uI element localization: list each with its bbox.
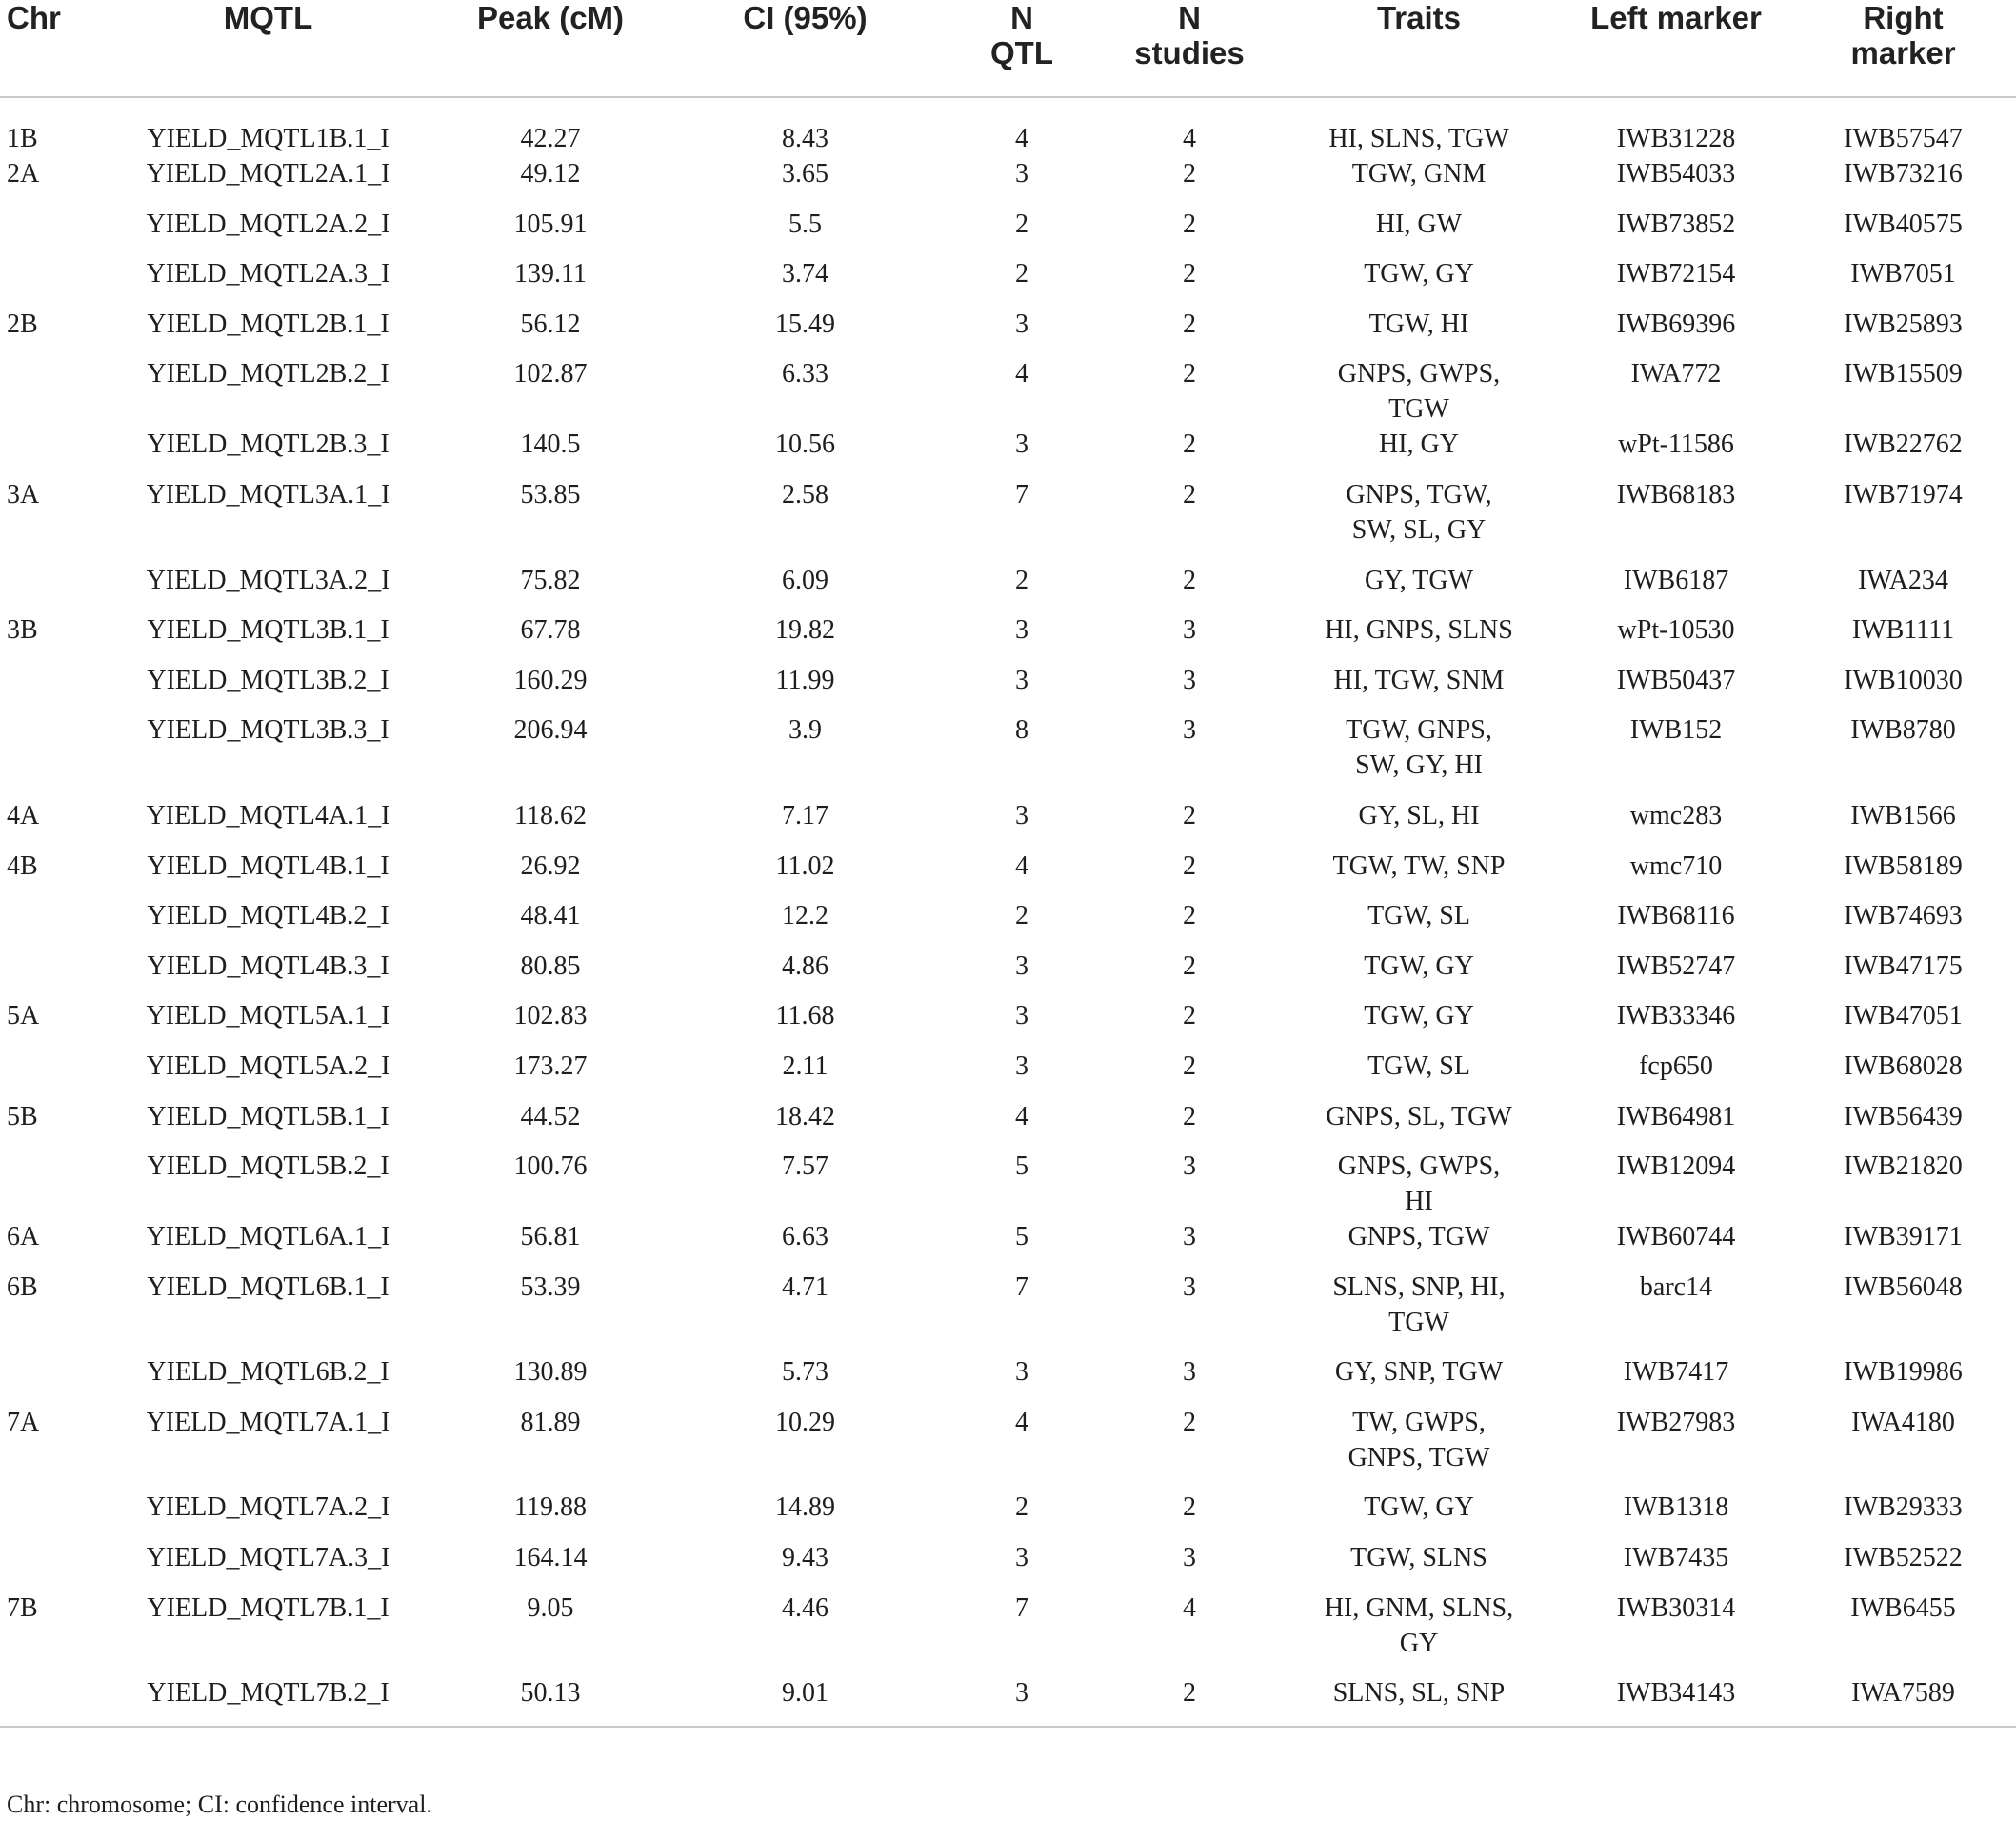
cell-ci: 4.46 [782, 1592, 828, 1623]
cell-right-marker: IWB39171 [1844, 1222, 1963, 1252]
cell-n-studies: 3 [1183, 1222, 1196, 1252]
cell-n-qtl: 2 [1015, 901, 1028, 931]
cell-n-qtl: 3 [1015, 800, 1028, 830]
cell-ci: 6.09 [782, 565, 828, 595]
cell-left-marker: wmc283 [1629, 800, 1723, 830]
cell-left-marker: IWB34143 [1562, 1675, 1790, 1727]
cell-ci: 15.49 [775, 309, 835, 339]
header-ci: CI (95%) [669, 0, 941, 97]
cell-mqtl: YIELD_MQTL6A.1_I [146, 1222, 390, 1252]
cell-mqtl: YIELD_MQTL7A.3_I [146, 1543, 390, 1573]
cell-n-studies: 2 [1183, 1492, 1196, 1523]
cell-chr: 4A [7, 800, 40, 830]
cell-right-marker: IWB21820 [1844, 1151, 1963, 1182]
cell-right-marker: IWB1111 [1851, 615, 1955, 646]
cell-left-marker: IWB69396 [1616, 309, 1736, 339]
cell-traits: TGW, GNPS, SW, GY, HI [1346, 715, 1492, 781]
cell-ci: 10.29 [775, 1407, 835, 1437]
cell-left-marker: wPt-10530 [1617, 615, 1735, 646]
table-row [0, 477, 2016, 563]
cell-mqtl: YIELD_MQTL4A.1_I [146, 800, 390, 830]
cell-left-marker: IWB152 [1629, 715, 1723, 746]
cell-peak: 130.89 [513, 1357, 588, 1388]
cell-right-marker: IWB68028 [1844, 1051, 1963, 1081]
cell-right-marker: IWB73216 [1844, 159, 1963, 189]
cell-n-qtl: 2 [1015, 209, 1028, 239]
cell-left-marker: IWB31228 [1616, 124, 1736, 153]
cell-ci: 14.89 [775, 1492, 835, 1523]
cell-n-qtl: 3 [1015, 1543, 1028, 1573]
cell-n-qtl: 4 [1015, 1101, 1028, 1131]
cell-mqtl: YIELD_MQTL7A.1_I [146, 1407, 390, 1437]
cell-n-studies: 4 [1183, 1592, 1196, 1623]
cell-left-marker: IWB33346 [1616, 1001, 1736, 1031]
cell-traits: SLNS, SL, SNP [1276, 1675, 1562, 1727]
cell-left-marker: wmc710 [1629, 850, 1723, 881]
cell-right-marker: IWB6455 [1850, 1592, 1956, 1623]
cell-left-marker: barc14 [1639, 1271, 1713, 1302]
cell-mqtl: YIELD_MQTL5B.2_I [147, 1151, 389, 1182]
table-row [0, 1354, 2016, 1405]
cell-n-studies: 2 [1183, 1001, 1196, 1031]
table-body [0, 97, 2016, 1727]
cell-left-marker: IWB72154 [1616, 259, 1736, 290]
cell-n-qtl: 3 [1015, 159, 1028, 189]
cell-traits: GY, SL, HI [1358, 800, 1480, 830]
table-row [0, 949, 2016, 999]
cell-chr [0, 1675, 105, 1727]
cell-mqtl: YIELD_MQTL6B.2_I [147, 1357, 389, 1388]
cell-ci: 2.11 [782, 1051, 828, 1081]
header-n-qtl [941, 0, 1103, 97]
cell-traits: TGW, HI [1368, 309, 1469, 339]
cell-mqtl: YIELD_MQTL4B.2_I [147, 901, 389, 931]
cell-traits: TGW, SLNS [1350, 1543, 1487, 1573]
cell-peak: 118.62 [514, 800, 587, 830]
cell-left-marker: IWB27983 [1616, 1407, 1736, 1437]
cell-chr: 3B [7, 615, 38, 646]
table-row [0, 998, 2016, 1049]
cell-left-marker: IWB50437 [1616, 665, 1736, 695]
cell-n-studies: 2 [1183, 430, 1196, 460]
cell-right-marker: IWA4180 [1851, 1407, 1955, 1437]
cell-mqtl: YIELD_MQTL2B.1_I [147, 309, 389, 339]
cell-chr: 1B [7, 124, 38, 153]
cell-left-marker: IWB68116 [1617, 901, 1735, 931]
cell-right-marker: IWB71974 [1844, 479, 1963, 510]
cell-mqtl: YIELD_MQTL2A.1_I [146, 159, 390, 189]
cell-n-studies: 2 [1183, 209, 1196, 239]
cell-chr: 3A [7, 479, 40, 510]
cell-n-studies: 2 [1183, 309, 1196, 339]
table-row [0, 898, 2016, 949]
cell-chr [0, 949, 105, 999]
table-row [0, 256, 2016, 307]
cell-chr: 7B [7, 1592, 38, 1623]
cell-peak: 100.76 [513, 1151, 588, 1182]
table-row [0, 97, 2016, 156]
table-row [0, 563, 2016, 613]
cell-mqtl: YIELD_MQTL2B.3_I [147, 430, 389, 460]
cell-peak: 140.5 [520, 430, 581, 460]
table-row [0, 712, 2016, 798]
cell-right-marker: IWB58189 [1844, 850, 1963, 881]
cell-n-qtl: 8 [1015, 715, 1028, 746]
cell-mqtl: YIELD_MQTL3B.2_I [147, 665, 389, 695]
cell-ci: 5.5 [788, 209, 822, 239]
table-row [0, 1490, 2016, 1540]
table-row [0, 307, 2016, 357]
cell-n-qtl: 3 [1015, 665, 1028, 695]
cell-peak: 105.91 [513, 209, 588, 239]
cell-left-marker: IWB68183 [1616, 479, 1736, 510]
cell-right-marker: IWA7589 [1790, 1675, 2016, 1727]
cell-ci: 3.74 [782, 259, 828, 290]
cell-peak: 139.11 [514, 259, 587, 290]
cell-right-marker: IWA234 [1858, 565, 1948, 595]
cell-left-marker: IWB60744 [1616, 1222, 1736, 1252]
cell-mqtl: YIELD_MQTL4B.1_I [147, 850, 389, 881]
cell-right-marker: IWB25893 [1844, 309, 1963, 339]
cell-n-qtl: 4 [1015, 850, 1028, 881]
cell-n-studies: 2 [1183, 1407, 1196, 1437]
cell-left-marker: fcp650 [1639, 1051, 1713, 1081]
cell-ci: 8.43 [782, 124, 828, 153]
cell-ci: 4.86 [782, 951, 828, 981]
cell-right-marker: IWB22762 [1844, 430, 1963, 460]
cell-peak: 160.29 [513, 665, 588, 695]
cell-left-marker: IWB7417 [1623, 1357, 1729, 1388]
cell-mqtl: YIELD_MQTL7A.2_I [146, 1492, 390, 1523]
cell-chr [0, 1049, 105, 1099]
cell-mqtl: YIELD_MQTL4B.3_I [147, 951, 389, 981]
cell-right-marker: IWB56048 [1844, 1271, 1963, 1302]
cell-right-marker: IWB74693 [1844, 901, 1963, 931]
cell-ci: 19.82 [775, 615, 835, 646]
cell-right-marker: IWB19986 [1844, 1357, 1963, 1388]
cell-traits: TGW, GNM [1351, 159, 1487, 189]
cell-ci: 2.58 [782, 479, 828, 510]
header-peak: Peak (cM) [431, 0, 669, 97]
table-row [0, 1675, 2016, 1727]
cell-chr: 2B [7, 309, 38, 339]
cell-n-studies: 3 [1183, 715, 1196, 746]
header-left-marker: Left marker [1562, 0, 1790, 97]
cell-n-qtl: 4 [1015, 1407, 1028, 1437]
cell-traits: HI, GW [1375, 209, 1463, 239]
cell-n-studies: 3 [1183, 1357, 1196, 1388]
cell-traits: HI, GNM, SLNS, GY [1324, 1592, 1514, 1658]
cell-n-studies: 3 [1183, 665, 1196, 695]
cell-n-qtl: 3 [941, 1675, 1103, 1727]
cell-ci: 12.2 [782, 901, 828, 931]
cell-peak: 164.14 [513, 1543, 588, 1573]
cell-n-studies: 2 [1183, 901, 1196, 931]
cell-left-marker: IWB6187 [1623, 565, 1729, 595]
cell-traits: GNPS, GWPS, HI [1337, 1151, 1501, 1217]
cell-chr [0, 356, 105, 427]
cell-n-qtl: 7 [1015, 479, 1028, 510]
cell-right-marker: IWB7051 [1850, 259, 1956, 290]
cell-ci: 10.56 [775, 430, 835, 460]
cell-chr: 2A [7, 159, 40, 189]
cell-chr: 6A [7, 1222, 40, 1252]
cell-n-studies: 2 [1183, 259, 1196, 290]
cell-right-marker: IWB15509 [1844, 359, 1963, 390]
cell-chr: 5A [7, 1001, 40, 1031]
cell-peak: 53.85 [520, 479, 581, 510]
cell-chr: 7A [7, 1407, 40, 1437]
cell-peak: 81.89 [520, 1407, 581, 1437]
cell-right-marker: IWB1566 [1850, 800, 1956, 830]
cell-peak: 67.78 [520, 615, 581, 646]
cell-mqtl: YIELD_MQTL3A.2_I [146, 565, 390, 595]
cell-left-marker: IWB7435 [1623, 1543, 1729, 1573]
cell-n-qtl: 3 [1015, 1051, 1028, 1081]
cell-mqtl: YIELD_MQTL2B.2_I [147, 359, 389, 390]
cell-chr [0, 898, 105, 949]
cell-traits: HI, SLNS, TGW [1328, 124, 1509, 153]
cell-traits: TGW, GY [1364, 951, 1474, 981]
cell-n-qtl: 7 [1015, 1592, 1028, 1623]
cell-traits: TGW, GY [1364, 1492, 1474, 1523]
cell-mqtl: YIELD_MQTL2A.3_I [146, 259, 390, 290]
cell-traits: TGW, GY [1364, 1001, 1474, 1031]
table-row [0, 1405, 2016, 1491]
cell-chr [0, 663, 105, 713]
cell-left-marker: IWB1318 [1623, 1492, 1729, 1523]
cell-ci: 7.57 [782, 1151, 828, 1182]
cell-left-marker: IWB54033 [1616, 159, 1736, 189]
cell-n-qtl: 4 [1015, 124, 1028, 153]
cell-n-qtl: 2 [1015, 565, 1028, 595]
cell-chr [0, 712, 105, 798]
cell-ci: 9.43 [782, 1543, 828, 1573]
cell-left-marker: IWB30314 [1616, 1592, 1736, 1623]
cell-traits: TGW, SL [1367, 901, 1470, 931]
cell-peak: 9.05 [527, 1592, 574, 1623]
cell-traits: TGW, GY [1364, 259, 1474, 290]
cell-n-qtl: 7 [1015, 1271, 1028, 1302]
cell-traits: GNPS, SL, TGW [1326, 1101, 1512, 1131]
cell-right-marker: IWB47051 [1844, 1001, 1963, 1031]
cell-n-studies: 2 [1183, 1051, 1196, 1081]
cell-traits: TGW, TW, SNP [1332, 850, 1506, 881]
table-row [0, 849, 2016, 899]
cell-n-qtl: 3 [1015, 309, 1028, 339]
cell-chr [0, 1490, 105, 1540]
cell-right-marker: IWB40575 [1844, 209, 1963, 239]
header-right-marker [1790, 0, 2016, 97]
cell-mqtl: YIELD_MQTL5A.2_I [146, 1051, 390, 1081]
cell-right-marker: IWB10030 [1844, 665, 1963, 695]
cell-mqtl: YIELD_MQTL2A.2_I [146, 209, 390, 239]
header-right-marker-text: Right marker [1850, 0, 1956, 70]
cell-n-studies: 3 [1183, 1543, 1196, 1573]
cell-n-qtl: 2 [1015, 259, 1028, 290]
cell-right-marker: IWB8780 [1850, 715, 1956, 746]
cell-peak: 56.12 [520, 309, 581, 339]
cell-traits: TW, GWPS, GNPS, TGW [1347, 1407, 1490, 1472]
table-row [0, 1591, 2016, 1676]
cell-ci: 5.73 [782, 1357, 828, 1388]
cell-peak: 44.52 [520, 1101, 581, 1131]
cell-traits: HI, TGW, SNM [1333, 665, 1505, 695]
table-row [0, 663, 2016, 713]
cell-mqtl: YIELD_MQTL5A.1_I [146, 1001, 390, 1031]
cell-n-qtl: 4 [1015, 359, 1028, 390]
cell-n-qtl: 2 [1015, 1492, 1028, 1523]
cell-n-studies: 4 [1183, 124, 1196, 153]
cell-peak: 26.92 [520, 850, 581, 881]
cell-traits: GNPS, GWPS, TGW [1337, 359, 1501, 425]
table-footnote: Chr: chromosome; CI: confidence interval. [7, 1791, 432, 1818]
cell-ci: 9.01 [669, 1675, 941, 1727]
table-row [0, 207, 2016, 257]
cell-chr [0, 256, 105, 307]
header-traits: Traits [1276, 0, 1562, 97]
cell-traits: GNPS, TGW, SW, SL, GY [1346, 479, 1492, 545]
table-row [0, 356, 2016, 427]
table-row [0, 612, 2016, 663]
cell-n-studies: 2 [1183, 565, 1196, 595]
cell-peak: 56.81 [520, 1222, 581, 1252]
cell-n-qtl: 5 [1015, 1222, 1028, 1252]
cell-n-qtl: 3 [1015, 615, 1028, 646]
table-row [0, 798, 2016, 849]
cell-traits: GY, SNP, TGW [1334, 1357, 1504, 1388]
cell-right-marker: IWB56439 [1844, 1101, 1963, 1131]
cell-right-marker: IWB52522 [1844, 1543, 1963, 1573]
cell-n-studies: 2 [1183, 479, 1196, 510]
cell-chr [0, 1540, 105, 1591]
cell-traits: GNPS, TGW [1347, 1222, 1490, 1252]
cell-n-qtl: 3 [1015, 951, 1028, 981]
cell-peak: 119.88 [514, 1492, 587, 1523]
cell-peak: 80.85 [520, 951, 581, 981]
cell-chr [0, 1149, 105, 1219]
cell-chr: 4B [7, 850, 38, 881]
cell-ci: 7.17 [782, 800, 828, 830]
cell-n-studies: 2 [1183, 800, 1196, 830]
cell-left-marker: IWA772 [1630, 359, 1722, 390]
cell-n-studies: 3 [1183, 1151, 1196, 1182]
cell-mqtl: YIELD_MQTL5B.1_I [147, 1101, 389, 1131]
cell-chr [0, 563, 105, 613]
header-n-qtl-text: N QTL [990, 0, 1053, 70]
cell-peak: 50.13 [431, 1675, 669, 1727]
cell-peak: 102.87 [513, 359, 588, 390]
cell-chr: 5B [7, 1101, 38, 1131]
cell-left-marker: IWB12094 [1616, 1151, 1736, 1182]
cell-n-studies: 2 [1103, 1675, 1276, 1727]
cell-peak: 75.82 [520, 565, 581, 595]
cell-n-studies: 2 [1183, 850, 1196, 881]
cell-ci: 11.99 [775, 665, 835, 695]
cell-ci: 18.42 [775, 1101, 835, 1131]
cell-mqtl: YIELD_MQTL7B.2_I [105, 1675, 431, 1727]
table-row [0, 1049, 2016, 1099]
header-row [0, 0, 2016, 97]
header-n-studies [1103, 0, 1276, 97]
cell-n-studies: 3 [1183, 615, 1196, 646]
cell-ci: 6.63 [782, 1222, 828, 1252]
header-mqtl: MQTL [105, 0, 431, 97]
cell-peak: 53.39 [520, 1271, 581, 1302]
cell-mqtl: YIELD_MQTL3A.1_I [146, 479, 390, 510]
cell-traits: HI, GNPS, SLNS [1325, 615, 1513, 646]
cell-n-studies: 2 [1183, 1101, 1196, 1131]
cell-peak: 173.27 [513, 1051, 588, 1081]
cell-mqtl: YIELD_MQTL6B.1_I [147, 1271, 389, 1302]
cell-traits: HI, GY [1379, 430, 1459, 460]
cell-ci: 3.65 [782, 159, 828, 189]
cell-left-marker: wPt-11586 [1618, 430, 1734, 460]
cell-n-studies: 3 [1183, 1271, 1196, 1302]
table-row [0, 1219, 2016, 1270]
cell-traits: TGW, SL [1367, 1051, 1470, 1081]
table-row [0, 1149, 2016, 1219]
table-row [0, 1540, 2016, 1591]
cell-peak: 102.83 [513, 1001, 588, 1031]
cell-n-studies: 2 [1183, 159, 1196, 189]
cell-right-marker: IWB29333 [1844, 1492, 1963, 1523]
cell-ci: 4.71 [782, 1271, 828, 1302]
table-row [0, 1099, 2016, 1150]
cell-left-marker: IWB73852 [1616, 209, 1736, 239]
header-n-studies-text: N studies [1134, 0, 1245, 70]
cell-ci: 3.9 [788, 715, 822, 746]
cell-peak: 48.41 [520, 901, 581, 931]
table-row [0, 156, 2016, 207]
cell-ci: 11.68 [775, 1001, 835, 1031]
cell-chr [0, 207, 105, 257]
cell-peak: 42.27 [520, 124, 581, 153]
cell-ci: 11.02 [775, 850, 835, 881]
cell-n-studies: 2 [1183, 951, 1196, 981]
cell-chr [0, 1354, 105, 1405]
cell-mqtl: YIELD_MQTL3B.3_I [147, 715, 389, 746]
cell-peak: 206.94 [513, 715, 588, 746]
cell-right-marker: IWB47175 [1844, 951, 1963, 981]
cell-chr: 6B [7, 1271, 38, 1302]
cell-mqtl: YIELD_MQTL7B.1_I [147, 1592, 389, 1623]
cell-right-marker: IWB57547 [1844, 124, 1963, 153]
cell-n-qtl: 3 [1015, 430, 1028, 460]
cell-left-marker: IWB52747 [1616, 951, 1736, 981]
cell-traits: GY, TGW [1364, 565, 1474, 595]
table-row [0, 1270, 2016, 1355]
cell-traits: SLNS, SNP, HI, TGW [1332, 1271, 1506, 1337]
cell-left-marker: IWB64981 [1616, 1101, 1736, 1131]
cell-mqtl: YIELD_MQTL1B.1_I [147, 124, 389, 153]
cell-chr [0, 427, 105, 477]
cell-n-qtl: 5 [1015, 1151, 1028, 1182]
header-chr: Chr [0, 0, 105, 97]
table-row [0, 427, 2016, 477]
cell-n-qtl: 3 [1015, 1357, 1028, 1388]
cell-n-studies: 2 [1183, 359, 1196, 390]
cell-ci: 6.33 [782, 359, 828, 390]
cell-mqtl: YIELD_MQTL3B.1_I [147, 615, 389, 646]
cell-n-qtl: 3 [1015, 1001, 1028, 1031]
cell-peak: 49.12 [520, 159, 581, 189]
